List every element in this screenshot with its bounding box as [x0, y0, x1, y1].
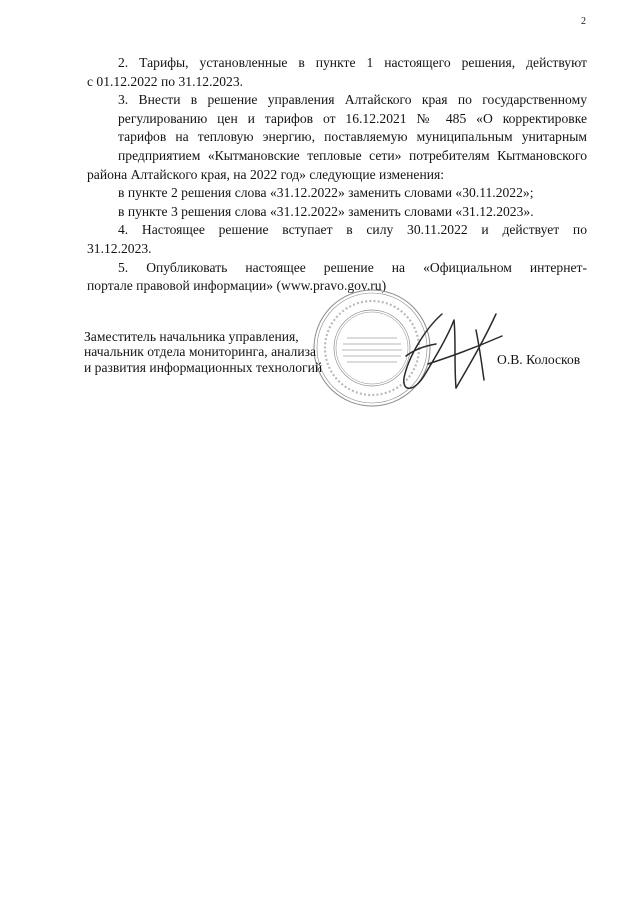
paragraph-5-line-2: портале правовой информации» (www.pravo.gov.ru) — [87, 278, 387, 294]
paragraph-3-item-2: в пункте 3 решения слова «31.12.2022» заменить словами «31.12.2023». — [118, 203, 534, 219]
paragraph-3-item-1: в пункте 2 решения слова «31.12.2022» заменить словами «30.11.2022»; — [118, 185, 534, 201]
signer-name: О.В. Колосков — [497, 352, 581, 367]
paragraph-2-line-2: с 01.12.2022 по 31.12.2023. — [87, 73, 244, 89]
page-number: 2 — [581, 16, 586, 27]
paragraph-4-line-2: 31.12.2023. — [87, 240, 152, 256]
paragraph-5-line-1: 5. Опубликовать настоящее решение на «Официальном интернет- — [118, 259, 587, 275]
paragraph-3-line-1: 3. Внести в решение управления Алтайского края по государственному — [118, 92, 587, 108]
signer-position — [84, 329, 364, 375]
paragraph-3-line-4: предприятием «Кытмановские тепловые сети» потребителям Кытмановского — [118, 147, 587, 163]
paragraph-4 — [87, 221, 587, 258]
paragraph-3-line-2: регулированию цен и тарифов от 16.12.2021 № 485 «О корректировке — [118, 110, 587, 126]
signer-position-line-2: начальник отдела мониторинга, анализа — [84, 344, 317, 360]
paragraph-4-line-1: 4. Настоящее решение вступает в силу 30.11.2022 и действует по — [118, 222, 587, 238]
signer-position-line-3: и развития информационных технологий — [84, 359, 323, 375]
signature-block — [84, 300, 590, 420]
paragraph-2-line-1: 2. Тарифы, установленные в пункте 1 настоящего решения, действуют — [118, 55, 587, 70]
paragraph-3-line-3: тарифов на тепловую энергию, поставляемую муниципальным унитарным — [118, 129, 587, 145]
paragraph-3 — [87, 91, 587, 184]
document-body — [87, 54, 587, 296]
paragraph-2 — [87, 54, 587, 91]
signer-position-line-1: Заместитель начальника управления, — [84, 329, 299, 344]
paragraph-3-line-5: района Алтайского края, на 2022 год» следующие изменения: — [87, 166, 445, 182]
